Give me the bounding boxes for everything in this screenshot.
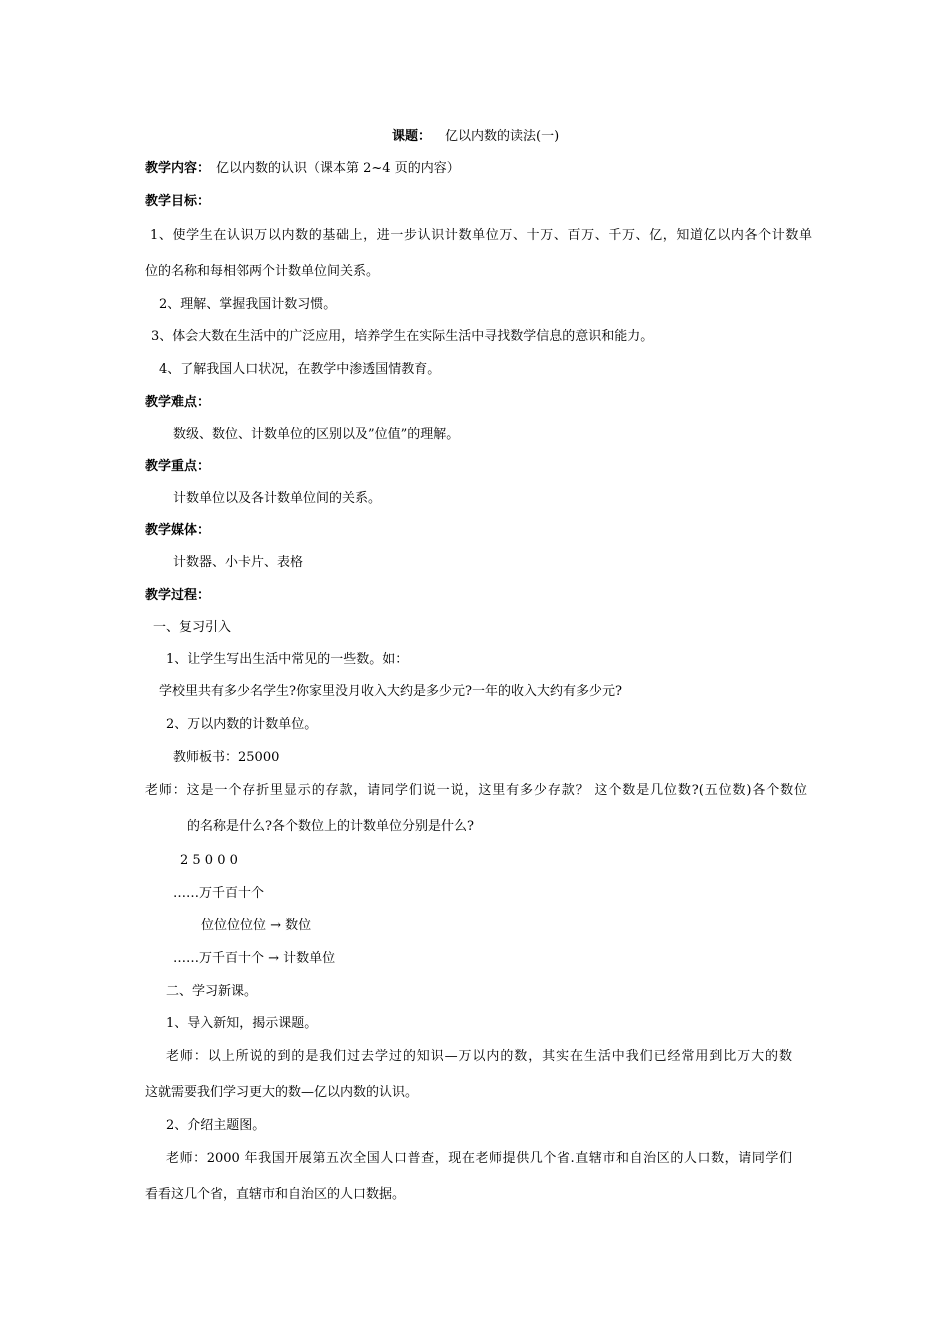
teacher-remark-2-line-1: 老师：以上所说的到的是我们过去学过的知识—万以内的数，其实在生活中我们已经常用到比万大的数 bbox=[166, 1049, 792, 1064]
place-row: 位位位位位 → 数位 bbox=[201, 918, 312, 933]
section-2-heading: 二、学习新课。 bbox=[166, 984, 258, 999]
teaching-content bbox=[145, 160, 460, 178]
difficulty-heading: 教学难点： bbox=[145, 395, 211, 410]
teacher-remark-3-line-1: 老师：2000 年我国开展第五次全国人口普查，现在老师提供几个省.直辖市和自治区的人口数，请同学们 bbox=[166, 1151, 792, 1166]
process-heading: 教学过程： bbox=[145, 588, 211, 603]
step-1-2: 2、万以内数的计数单位。 bbox=[166, 717, 318, 732]
key-point-heading: 教学重点： bbox=[145, 459, 211, 474]
unit-row-1: ……万千百十个 bbox=[173, 886, 265, 901]
objective-1-line-1: 1、使学生在认识万以内数的基础上，进一步认识计数单位万、十万、百万、千万、亿，知道亿以内各个计数单 bbox=[150, 228, 812, 243]
step-1-1: 1、让学生写出生活中常见的一些数。如： bbox=[166, 652, 409, 667]
unit-row-2: ……万千百十个 → 计数单位 bbox=[173, 951, 336, 966]
objective-2: 2、理解、掌握我国计数习惯。 bbox=[159, 297, 337, 312]
section-1-heading: 一、复习引入 bbox=[153, 620, 232, 635]
content-text: 亿以内数的认识（课本第 2~4 页的内容） bbox=[216, 161, 460, 176]
key-point-text: 计数单位以及各计数单位间的关系。 bbox=[173, 491, 382, 506]
difficulty-text: 数级、数位、计数单位的区别以及”位值”的理解。 bbox=[173, 427, 460, 442]
objective-4: 4、了解我国人口状况，在教学中渗透国情教育。 bbox=[159, 362, 441, 377]
step-1-1-questions: 学校里共有多少名学生?你家里没月收入大约是多少元?一年的收入大约有多少元? bbox=[159, 684, 622, 699]
objective-1-line-2: 位的名称和每相邻两个计数单位间关系。 bbox=[145, 264, 380, 279]
step-2-1: 1、导入新知，揭示课题。 bbox=[166, 1016, 318, 1031]
board-writing: 教师板书：25000 bbox=[173, 750, 280, 765]
objective-3: 3、体会大数在生活中的广泛应用，培养学生在实际生活中寻找数学信息的意识和能力。 bbox=[151, 329, 654, 344]
media-heading: 教学媒体： bbox=[145, 523, 211, 538]
teacher-remark-1-line-2: 的名称是什么?各个数位上的计数单位分别是什么? bbox=[187, 819, 474, 834]
title-label: 课题： bbox=[392, 129, 432, 144]
teacher-remark-3-line-2: 看看这几个省，直辖市和自治区的人口数据。 bbox=[145, 1187, 406, 1202]
title-text: 亿以内数的读法(一) bbox=[445, 129, 560, 144]
objectives-heading: 教学目标： bbox=[145, 194, 211, 209]
number-digits: 2 5 0 0 0 bbox=[180, 853, 238, 868]
lesson-title bbox=[392, 128, 559, 146]
teacher-remark-2-line-2: 这就需要我们学习更大的数—亿以内数的认识。 bbox=[145, 1085, 419, 1100]
content-label: 教学内容： bbox=[145, 161, 211, 176]
teacher-remark-1-line-1: 老师：这是一个存折里显示的存款，请同学们说一说，这里有多少存款？ 这个数是几位数?(五位数)各个数位 bbox=[145, 783, 807, 798]
step-2-2: 2、介绍主题图。 bbox=[166, 1118, 266, 1133]
media-text: 计数器、小卡片、表格 bbox=[173, 555, 304, 570]
